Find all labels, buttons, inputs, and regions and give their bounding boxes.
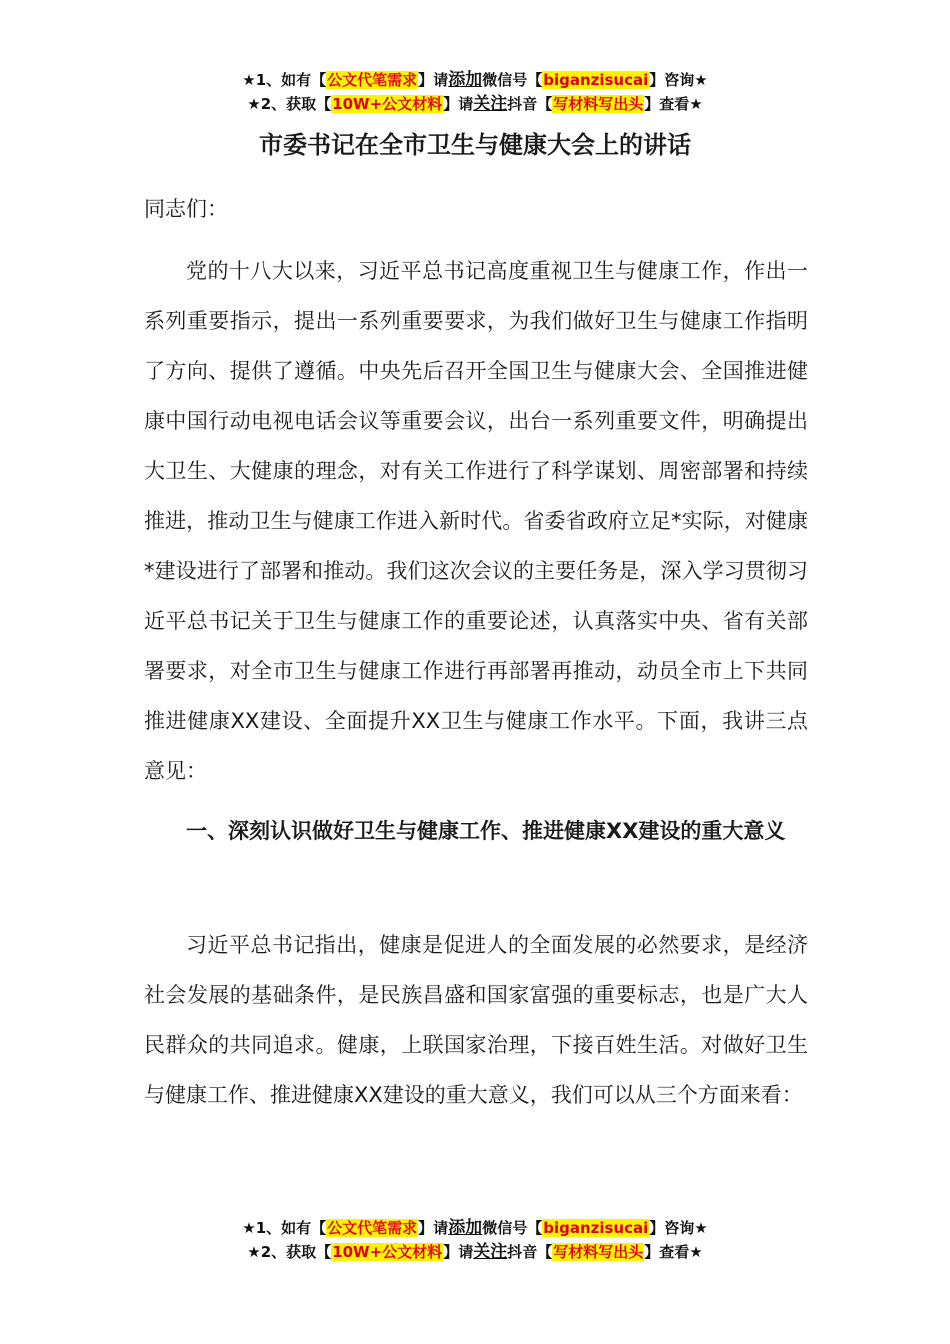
promo-highlight-douyin-id: 写材料写出头 <box>553 1243 644 1261</box>
promo-line-2 <box>0 92 950 116</box>
promo-highlight-service: 公文代笔需求 <box>327 71 418 89</box>
promo-text: 抖音【 <box>507 1243 553 1261</box>
promo-text: 】咨询★ <box>649 1219 708 1237</box>
promo-highlight-wechat-id: biganzisucai <box>543 1219 649 1237</box>
paragraph-intro: 党的十八大以来，习近平总书记高度重视卫生与健康工作，作出一系列重要指示，提出一系列重要要求，为我们做好卫生与健康工作指明了方向、提供了遵循。中央先后召开全国卫生与健康大会、全国推进健康中国行动电视电话会议等重要会议，出台一系列重要文件，明确提出大卫生、大健康的理念，对有关工作进行了科学谋划、周密部署和持续推进，推动卫生与健康工作进入新时代。省委省政府立足*实际，对健康*建设进行了部署和推动。我们这次会议的主要任务是，深入学习贯彻习近平总书记关于卫生与健康工作的重要论述，认真落实中央、省有关部署要求，对全市卫生与健康工作进行再部署再推动，动员全市上下共同推进健康XX建设、全面提升XX卫生与健康工作水平。下面，我讲三点意见： <box>144 259 808 783</box>
promo-highlight-wechat-id: biganzisucai <box>543 71 649 89</box>
promo-footer <box>0 1216 950 1264</box>
promo-line-1 <box>0 1216 950 1240</box>
promo-highlight-materials: 10W+公文材料 <box>332 1243 443 1261</box>
promo-text: 】咨询★ <box>649 71 708 89</box>
promo-emphasis-follow: 关注 <box>473 1242 508 1262</box>
paragraph-section-1: 习近平总书记指出，健康是促进人的全面发展的必然要求，是经济社会发展的基础条件，是民族昌盛和国家富强的重要标志，也是广大人民群众的共同追求。健康，上联国家治理，下接百姓生活。对做好卫生与健康工作、推进健康XX建设的重大意义，我们可以从三个方面来看： <box>144 933 808 1107</box>
document-title: 市委书记在全市卫生与健康大会上的讲话 <box>259 131 691 159</box>
promo-text: 】请 <box>418 1219 449 1237</box>
promo-text: 微信号【 <box>482 1219 543 1237</box>
promo-text: 】查看★ <box>644 1243 703 1261</box>
promo-text: ★2、获取【 <box>247 1243 332 1261</box>
promo-line-2 <box>0 1240 950 1264</box>
promo-text: 抖音【 <box>507 95 553 113</box>
promo-text: 】请 <box>443 95 474 113</box>
promo-emphasis-add: 添加 <box>448 70 483 90</box>
promo-emphasis-add: 添加 <box>448 1218 483 1238</box>
promo-text: ★2、获取【 <box>247 95 332 113</box>
promo-text: 】请 <box>443 1243 474 1261</box>
promo-text: 】查看★ <box>644 95 703 113</box>
salutation: 同志们： <box>144 197 228 221</box>
promo-emphasis-follow: 关注 <box>473 94 508 114</box>
section-heading-1: 一、深刻认识做好卫生与健康工作、推进健康XX建设的重大意义 <box>186 819 786 843</box>
promo-highlight-service: 公文代笔需求 <box>327 1219 418 1237</box>
promo-text: ★1、如有【 <box>242 1219 327 1237</box>
promo-highlight-douyin-id: 写材料写出头 <box>553 95 644 113</box>
promo-text: 微信号【 <box>482 71 543 89</box>
promo-line-1 <box>0 68 950 92</box>
promo-highlight-materials: 10W+公文材料 <box>332 95 443 113</box>
promo-text: 】请 <box>418 71 449 89</box>
promo-text: ★1、如有【 <box>242 71 327 89</box>
promo-header <box>0 68 950 116</box>
